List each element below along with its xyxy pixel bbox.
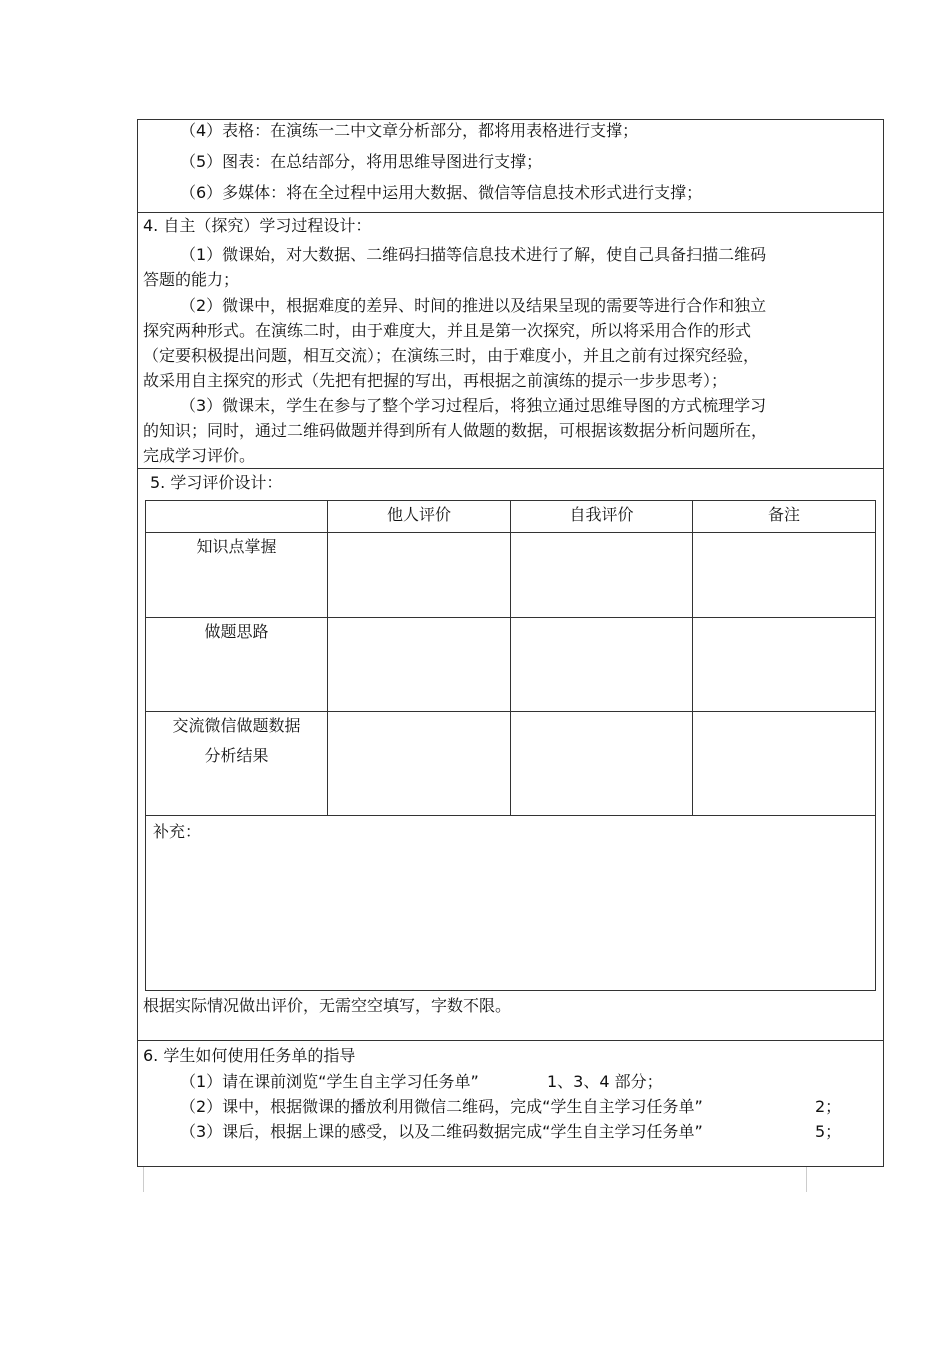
section4-heading: 4. 自主（探究）学习过程设计： bbox=[143, 216, 372, 235]
section3-item: （6）多媒体：将在全过程中运用大数据、微信等信息技术形式进行支撑； bbox=[180, 183, 703, 202]
table-header: 自我评价 bbox=[569, 505, 634, 524]
evaluation-note: 根据实际情况做出评价，无需空空填写，字数不限。 bbox=[143, 996, 512, 1015]
section4-line: （定要积极提出问题，相互交流）；在演练三时，由于难度小，并且之前有过探究经验， bbox=[143, 346, 760, 365]
section4-line: （1）微课始，对大数据、二维码扫描等信息技术进行了解，使自己具备扫描二维码 bbox=[180, 245, 767, 264]
table-row-divider bbox=[146, 815, 875, 816]
table-row-label: 交流微信做题数据 bbox=[172, 716, 301, 735]
table-header: 他人评价 bbox=[386, 505, 451, 524]
section-divider bbox=[137, 212, 884, 213]
supplement-label: 补充： bbox=[153, 822, 202, 841]
section4-line: 探究两种形式。在演练二时，由于难度大，并且是第一次探究，所以将采用合作的形式 bbox=[143, 321, 752, 340]
section6-item: （2）课中，根据微课的播放利用微信二维码，完成“学生自主学习任务单” bbox=[180, 1097, 703, 1116]
table-row-label: 知识点掌握 bbox=[196, 537, 277, 556]
table-row-label: 做题思路 bbox=[204, 622, 269, 641]
section-divider bbox=[137, 468, 884, 469]
section4-line: （3）微课末，学生在参与了整个学习过程后，将独立通过思维导图的方式梳理学习 bbox=[180, 396, 767, 415]
table-row-divider bbox=[146, 532, 875, 533]
section6-item-suffix: 2； bbox=[815, 1097, 842, 1116]
section5-heading: 5. 学习评价设计： bbox=[150, 473, 283, 492]
section6-item-suffix: 5； bbox=[815, 1122, 842, 1141]
table-header: 备注 bbox=[767, 505, 800, 524]
section4-line: 完成学习评价。 bbox=[143, 446, 256, 465]
section6-item: （1）请在课前浏览“学生自主学习任务单” bbox=[180, 1072, 479, 1091]
table-column-divider bbox=[327, 501, 328, 816]
section6-item-suffix: 1、3、4 部分； bbox=[547, 1072, 663, 1091]
section3-item: （5）图表：在总结部分，将用思维导图进行支撑； bbox=[180, 152, 543, 171]
section6-item: （3）课后，根据上课的感受，以及二维码数据完成“学生自主学习任务单” bbox=[180, 1122, 703, 1141]
table-row-label: 分析结果 bbox=[204, 746, 269, 765]
section4-line: 的知识；同时，通过二维码做题并得到所有人做题的数据，可根据该数据分析问题所在， bbox=[143, 421, 768, 440]
section3-item: （4）表格：在演练一二中文章分析部分，都将用表格进行支撑； bbox=[180, 121, 639, 140]
page-edge-line bbox=[143, 1167, 144, 1192]
table-row-divider bbox=[146, 617, 875, 618]
section6-heading: 6. 学生如何使用任务单的指导 bbox=[143, 1046, 356, 1065]
section-divider bbox=[137, 1040, 884, 1041]
section4-line: 故采用自主探究的形式（先把有把握的写出，再根据之前演练的提示一步步思考）； bbox=[143, 371, 728, 390]
table-row-divider bbox=[146, 711, 875, 712]
section4-line: 答题的能力； bbox=[143, 270, 240, 289]
table-column-divider bbox=[692, 501, 693, 816]
section4-line: （2）微课中，根据难度的差异、时间的推进以及结果呈现的需要等进行合作和独立 bbox=[180, 296, 767, 315]
evaluation-table bbox=[145, 500, 876, 991]
table-column-divider bbox=[510, 501, 511, 816]
page-edge-line bbox=[806, 1167, 807, 1192]
